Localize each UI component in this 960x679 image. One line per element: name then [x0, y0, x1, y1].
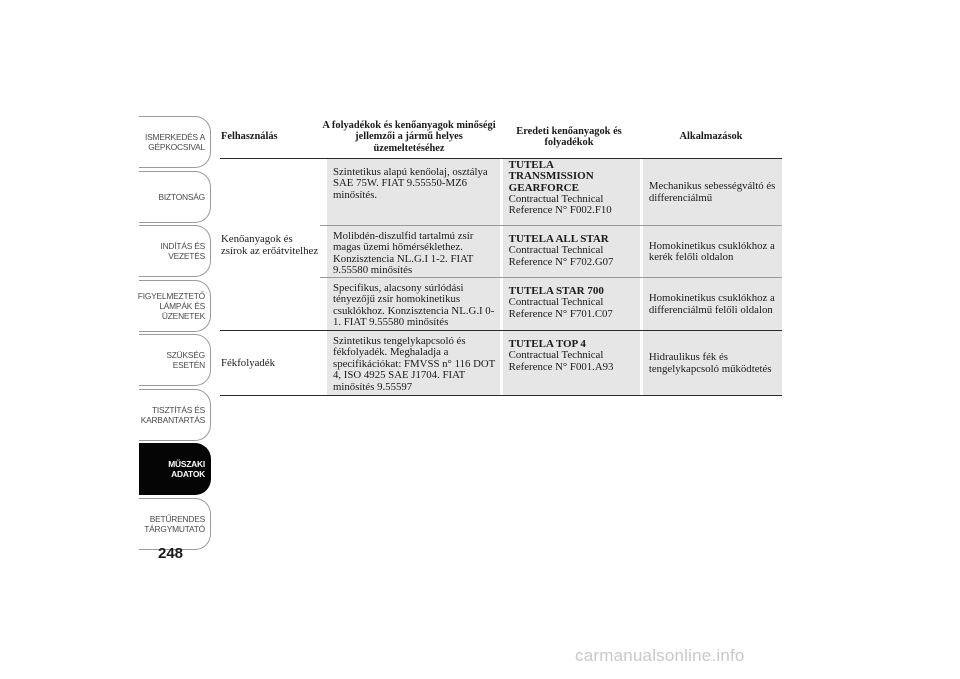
chapter-tabs [139, 116, 211, 552]
reference-line: Contractual Technical [508, 296, 604, 309]
tab-figyelmezteto[interactable]: FIGYELMEZTETŐ LÁMPÁK ÉS ÜZENETEK [139, 280, 211, 332]
reference-number: Reference N° F702.G07 [508, 255, 614, 268]
watermark: carmanualsonline.info [575, 646, 745, 665]
spec-cell: Specifikus, alacsony súrlódási tényezőjű zsír homokinetikus csuklókhoz. Konzisztencia NL.G.I 0-1. FIAT 9.55580 minősítés [327, 278, 500, 330]
table-row [320, 159, 782, 225]
spec-cell: Molibdén-diszulfid tartalmú zsír magas üzemi hőmérséklethez. Konzisztencia NL.G.I 1-2. FIAT 9.55580 minősítés [327, 226, 500, 277]
tab-tisztitas[interactable]: TISZTÍTÁS ÉS KARBANTARTÁS [139, 389, 211, 441]
header-usage: Felhasználás [221, 131, 278, 143]
reference-number: Reference N° F001.A93 [508, 360, 614, 373]
reference-line: Contractual Technical [508, 244, 604, 257]
application-cell: Homokinetikus csuklókhoz a kerék felőli oldalon [643, 226, 782, 277]
reference-line: Contractual Technical [508, 349, 604, 362]
tab-szukseg[interactable]: SZÜKSÉG ESETÉN [139, 334, 211, 386]
application-cell: Mechanikus sebességváltó és differenciálmű [643, 159, 782, 225]
usage-cell: Kenőanyagok és zsírok az erőátvitelhez [221, 232, 319, 257]
table-header [220, 116, 782, 158]
fluids-table [220, 116, 782, 396]
tab-biztonsag[interactable]: BIZTONSÁG [139, 171, 211, 223]
tab-inditas[interactable]: INDÍTÁS ÉS VEZETÉS [139, 225, 211, 277]
product-name: TUTELA TOP 4 [508, 338, 586, 350]
tab-muszaki-adatok[interactable]: MŰSZAKI ADATOK [139, 443, 211, 495]
tab-ismerkedes[interactable]: ISMERKEDÉS A GÉPKOCSIVAL [139, 116, 211, 168]
table-row [320, 331, 782, 395]
reference-number: Reference N° F701.C07 [508, 307, 613, 320]
reference-number: Reference N° F002.F10 [508, 204, 612, 217]
usage-cell: Fékfolyadék [221, 357, 275, 369]
reference-line: Contractual Technical [508, 192, 604, 205]
table-row [320, 225, 782, 277]
tab-targymutato[interactable]: BETŰRENDES TÁRGYMUTATÓ [139, 498, 211, 550]
spec-cell: Szintetikus tengelykapcsoló és fékfolyadék. Meghaladja a specifikációkat: FMVSS n° 116 DOT 4, ISO 4925 SAE J1704. FIAT minősítés 9.55597 [327, 331, 500, 395]
product-name: TUTELA ALL STAR [508, 233, 609, 245]
page-number: 248 [158, 545, 184, 562]
spec-cell: Szintetikus alapú kenőolaj, osztálya SAE 75W. FIAT 9.55550-MZ6 minősítés. [327, 159, 500, 225]
header-applications: Alkalmazások [679, 131, 743, 143]
application-cell: Homokinetikus csuklókhoz a differenciálmű felőli oldalon [643, 278, 782, 330]
original-cell [503, 226, 640, 277]
table-group-brake-fluid [220, 330, 782, 396]
original-cell [503, 278, 640, 330]
header-spec: A folyadékok és kenőanyagok minőségi jellemzői a jármű helyes üzemeltetéséhez [322, 119, 496, 154]
original-cell [503, 159, 640, 225]
product-name: TUTELA TRANSMISSION GEARFORCE [508, 159, 594, 194]
application-cell: Hidraulikus fék és tengelykapcsoló működtetés [643, 331, 782, 395]
table-group-lubricants [220, 158, 782, 330]
original-cell [503, 331, 640, 395]
header-original: Eredeti kenőanyagok és folyadékok [516, 125, 622, 148]
product-name: TUTELA STAR 700 [508, 285, 604, 297]
table-row [320, 277, 782, 330]
